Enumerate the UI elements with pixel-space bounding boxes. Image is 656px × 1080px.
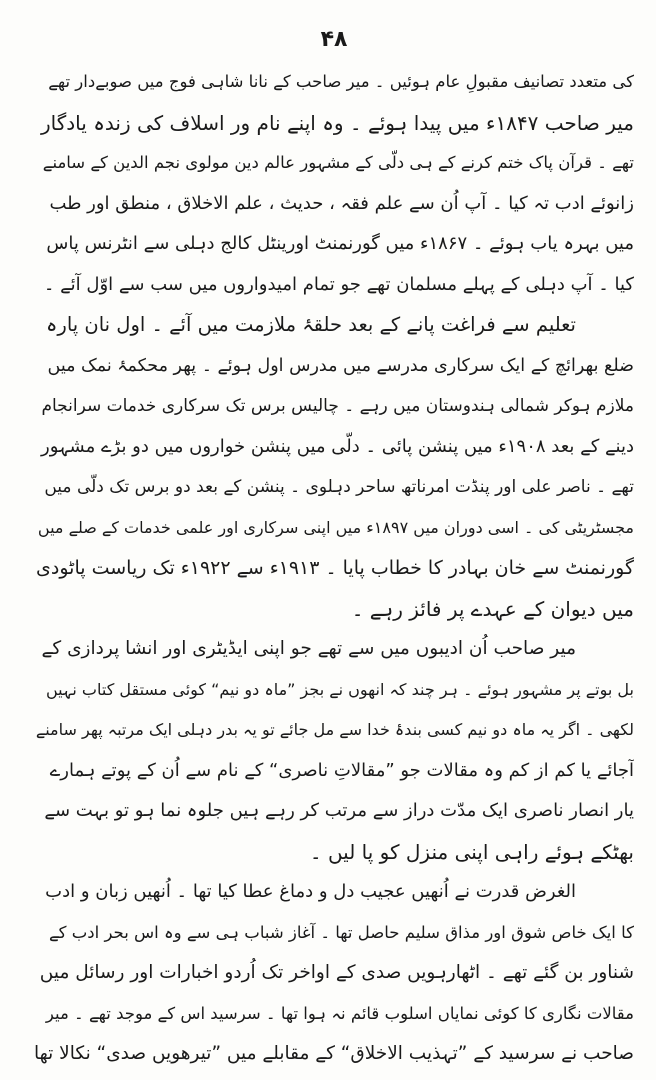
paragraph (34, 629, 634, 872)
text-line: دینے کے بعد ۱۹۰۸ء میں پنشن پائی ۔ دلّی میں پنشن خواروں میں دو بڑے مشہور (41, 435, 634, 457)
text-line: بل بوتے پر مشہور ہوئے ۔ ہر چند کہ انھوں نے بجز ”ماہ دو نیم“ کوئی مستقل کتاب نہیں (46, 679, 634, 699)
text-line: ضلع بھرائچ کے ایک سرکاری مدرسے میں مدرس اول ہوئے ۔ پھر محکمۂ نمک میں (47, 355, 634, 376)
text-line: آجائے یا کم از کم وہ مقالات جو ”مقالاتِ ناصری“ کے نام سے اُن کے پوتے ہمارے (49, 759, 634, 781)
text-line: میر صاحب ۱۸۴۷ء میں پیدا ہوئے ۔ وہ اپنے نام ور اسلاف کی زندہ یادگار (41, 110, 634, 135)
paragraph (34, 305, 634, 629)
text-body (34, 62, 634, 1075)
text-line: یار انصار ناصری ایک مدّت دراز سے مرتب کر رہے ہیں جلوہ نما ہو تو بہت سے (44, 800, 634, 821)
text-line: صاحب نے سرسید کے ”تہذیب الاخلاق“ کے مقابلے میں ”تیرھویں صدی“ نکالا تھا (34, 1043, 634, 1064)
text-line: میر صاحب اُن ادیبوں میں سے تھے جو اپنی ایڈیٹری اور انشا پردازی کے (41, 638, 576, 659)
page-number: ۴۸ (320, 27, 348, 52)
text-line: کیا ۔ آپ دہلی کے پہلے مسلمان تھے جو تمام امیدواروں میں سب سے اوّل آئے ۔ (43, 273, 634, 295)
paragraph (34, 872, 634, 1075)
text-line: گورنمنٹ سے خان بہادر کا خطاب پایا ۔ ۱۹۱۳ء سے ۱۹۲۲ء تک ریاست پاٹودی (36, 557, 634, 579)
text-line: ملازم ہوکر شمالی ہندوستان میں رہے ۔ چالیس برس تک سرکاری خدمات سرانجام (41, 396, 634, 416)
text-line: مقالات نگاری کا کوئی نمایاں اسلوب قائم نہ ہوا تھا ۔ سرسید اس کے موجد تھے ۔ میر (45, 1003, 634, 1023)
text-line: میں بہرہ یاب ہوئے ۔ ۱۸۶۷ء میں گورنمنٹ اورینٹل کالج دہلی سے انٹرنس پاس (46, 233, 634, 254)
text-line: میں دیوان کے عہدے پر فائز رہے ۔ (351, 596, 634, 621)
text-line: تعلیم سے فراغت پانے کے بعد حلقۂ ملازمت میں آئے ۔ اول نان پارہ (45, 313, 576, 336)
text-line: کا ایک خاص شوق اور مذاق سلیم حاصل تھا ۔ آغاز شباب ہی سے وہ اس بحر ادب کے (48, 922, 634, 942)
text-line: لکھی ۔ اگر یہ ماہ دو نیم کسی بندۂ خدا سے مل جائے تو یہ بدر دہلی ایک مرتبہ پھر سامنے (35, 720, 634, 739)
paragraph (34, 62, 634, 305)
text-line: مجسٹریٹی کی ۔ اسی دوران میں ۱۸۹۷ء میں اپنی سرکاری اور علمی خدمات کے صلے میں (37, 517, 634, 537)
text-line: کی متعدد تصانیف مقبولِ عام ہوئیں ۔ میر صاحب کے نانا شاہی فوج میں صوبےدار تھے (48, 72, 634, 91)
text-line: تھے ۔ ناصر علی اور پنڈت امرناتھ ساحر دہلوی ۔ پنشن کے بعد دو برس تک دلّی میں (44, 477, 634, 497)
text-line: تھے ۔ قرآن پاک ختم کرنے کے ہی دلّی کے مشہور عالم دین مولوی نجم الدین کے سامنے (42, 153, 634, 172)
text-line: الغرض قدرت نے اُنھیں عجیب دل و دماغ عطا کیا تھا ۔ اُنھیں زبان و ادب (45, 881, 576, 902)
text-line: زانوئے ادب تہ کیا ۔ آپ اُن سے علم فقہ ، حدیث ، علم الاخلاق ، منطق اور طب (49, 192, 634, 214)
text-line: شناور بن گئے تھے ۔ اٹھارہویں صدی کے اواخر تک اُردو اخبارات اور رسائل میں (39, 962, 634, 983)
text-line: بھٹکے ہوئے راہی اپنی منزل کو پا لیں ۔ (309, 839, 634, 864)
